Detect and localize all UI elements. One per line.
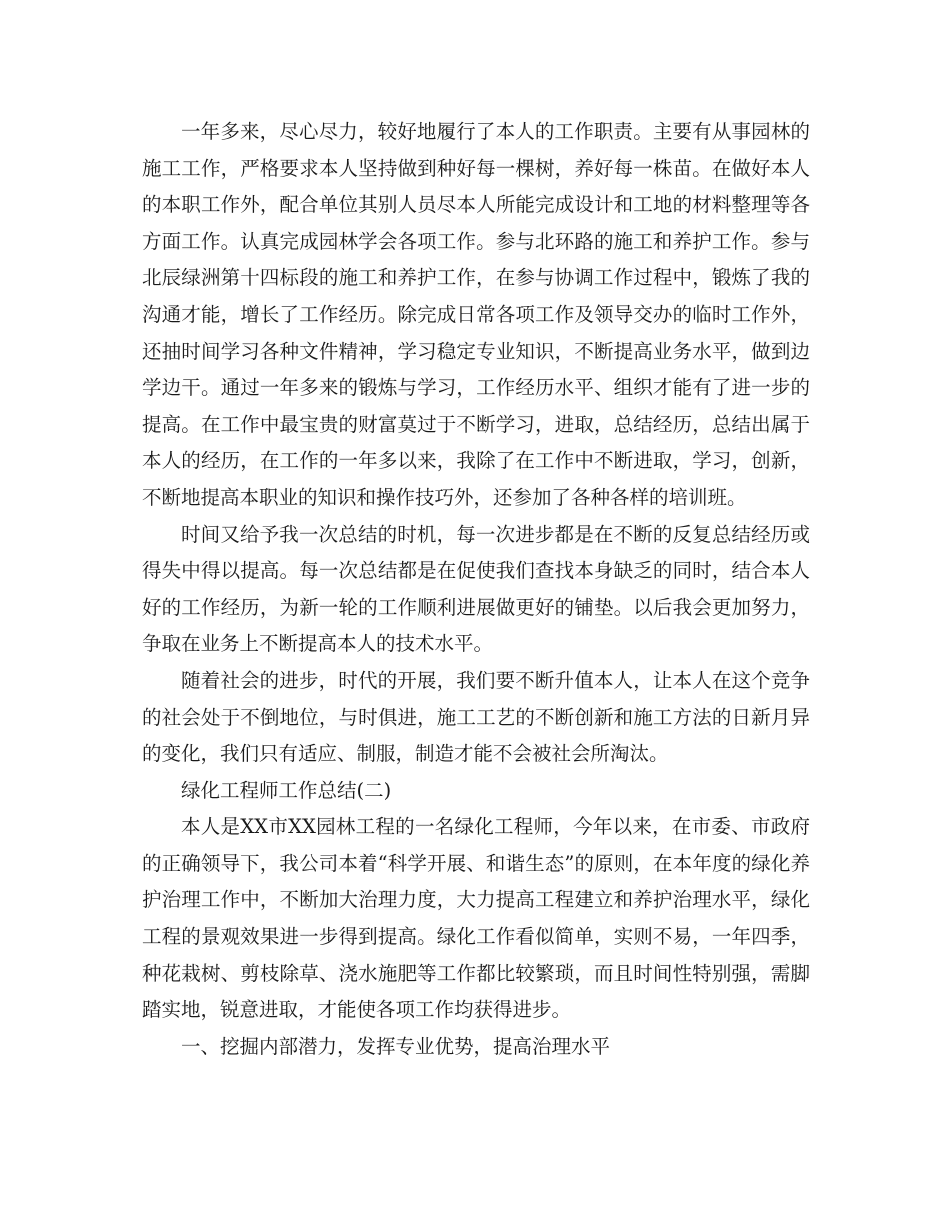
paragraph-social-progress: 随着社会的进步，时代的开展，我们要不断升值本人，让本人在这个竞争的社会处于不倒地位，与时俱进，施工工艺的不断创新和施工方法的日新月异的变化，我们只有适应、制服，制造才能不会被社会所淘汰。 [142,668,810,766]
subsection-heading-one: 一、挖掘内部潜力，发挥专业优势，提高治理水平 [181,1034,611,1058]
section-title: 绿化工程师工作总结(二) [181,778,392,802]
paragraph-engineer-intro: 本人是XX市XX园林工程的一名绿化工程师，今年以来，在市委、市政府的正确领导下，我公司本着“科学开展、和谐生态”的原则，在本年度的绿化养护治理工作中，不断加大治理力度，大力提高工程建立和养护治理水平，绿化工程的景观效果进一步得到提高。绿化工作看似简单，实则不易，一年四季，种花栽树、剪枝除草、浇水施肥等工作都比较繁琐，而且时间性特别强，需脚踏实地，锐意进取，才能使各项工作均获得进步。 [142,815,810,1022]
document-page [142,114,810,1065]
paragraph-work-duties: 一年多来，尽心尽力，较好地履行了本人的工作职责。主要有从事园林的施工工作，严格要求本人坚持做到种好每一棵树，养好每一株苗。在做好本人的本职工作外，配合单位其别人员尽本人所能完成设计和工地的材料整理等各方面工作。认真完成园林学会各项工作。参与北环路的施工和养护工作。参与北辰绿洲第十四标段的施工和养护工作，在参与协调工作过程中，锻炼了我的沟通才能，增长了工作经历。除完成日常各项工作及领导交办的临时工作外，还抽时间学习各种文件精神，学习稳定专业知识，不断提高业务水平，做到边学边干。通过一年多来的锻炼与学习，工作经历水平、组织才能有了进一步的提高。在工作中最宝贵的财富莫过于不断学习，进取，总结经历，总结出属于本人的经历，在工作的一年多以来，我除了在工作中不断进取，学习，创新，不断地提高本职业的知识和操作技巧外，还参加了各种各样的培训班。 [142,120,810,509]
paragraph-summary-opportunity: 时间又给予我一次总结的时机，每一次进步都是在不断的反复总结经历或得失中得以提高。每一次总结都是在促使我们查找本身缺乏的同时，结合本人好的工作经历，为新一轮的工作顺利进展做更好的铺垫。以后我会更加努力，争取在业务上不断提高本人的技术水平。 [142,522,810,656]
